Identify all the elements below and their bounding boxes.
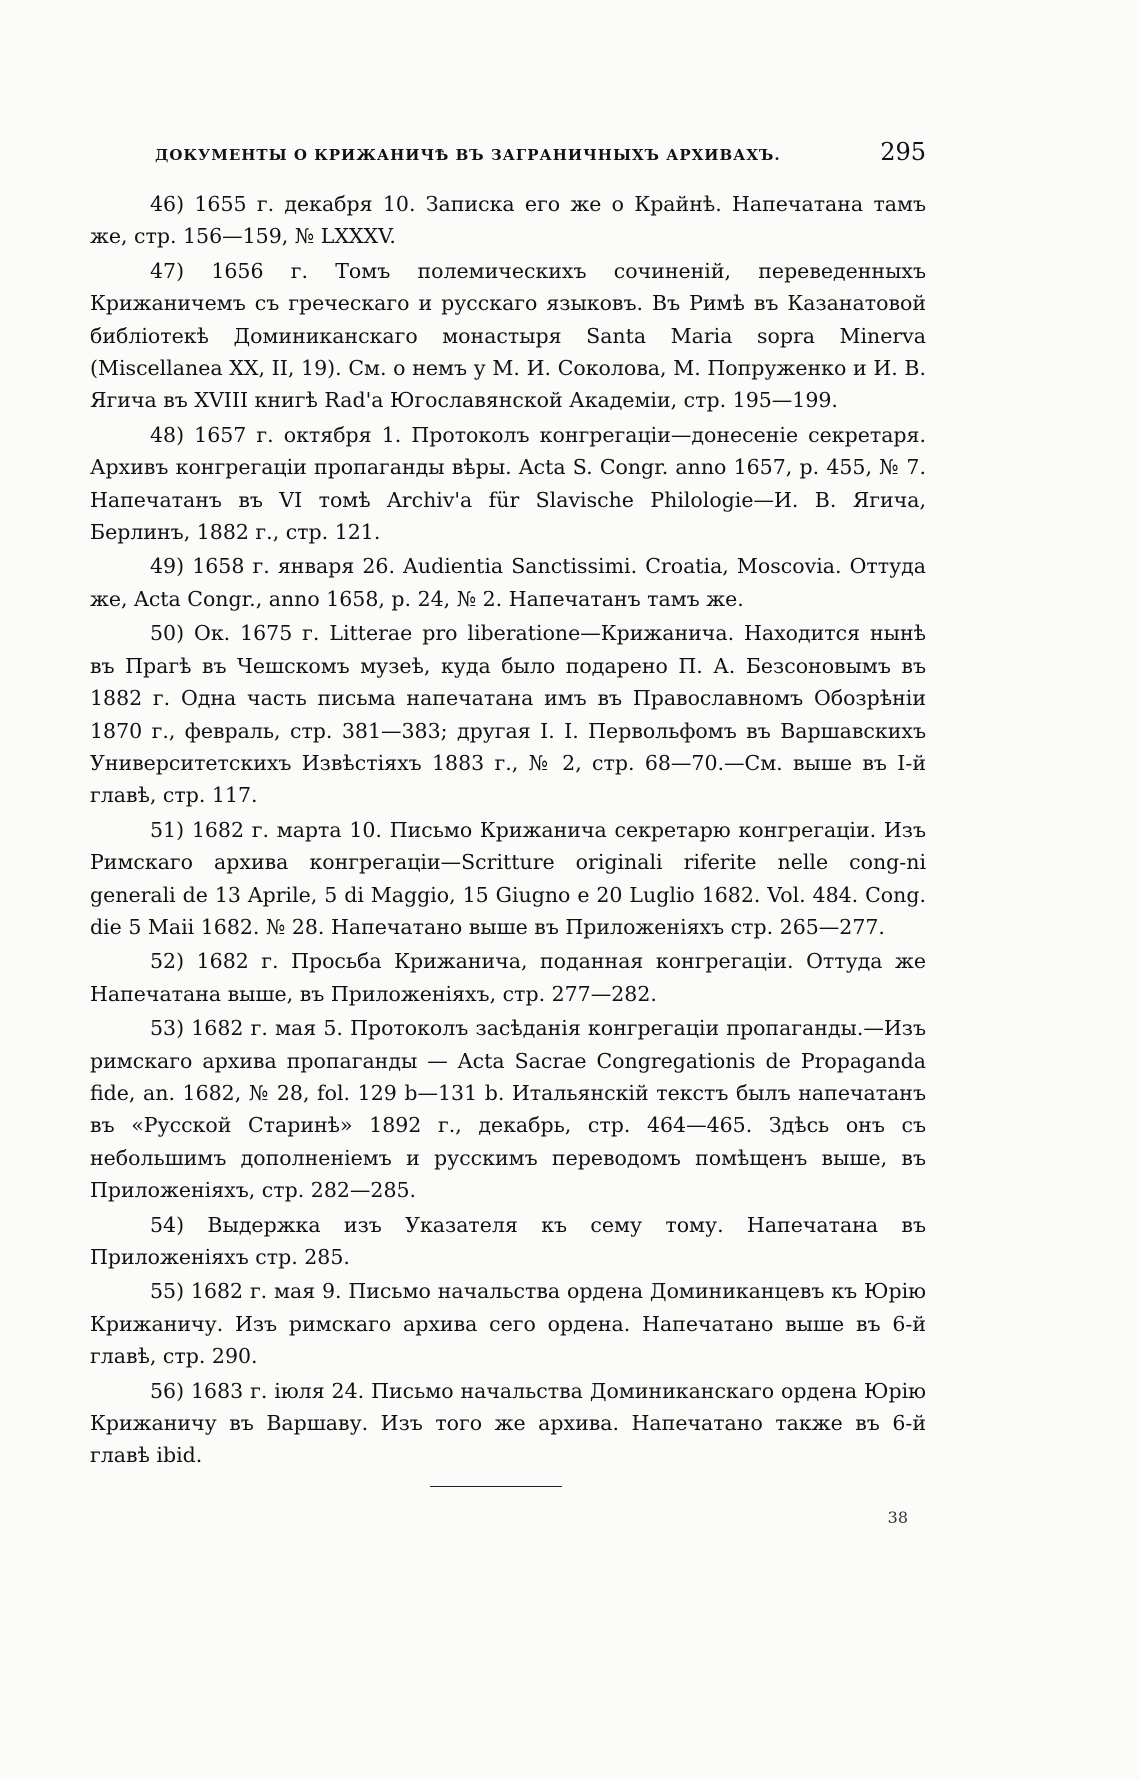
entry-56: 56) 1683 г. іюля 24. Письмо начальства Доминиканскаго ордена Юрію Крижаничу въ Варшаву. Изъ того же архива. Напечатано также въ 6-й главѣ ibid. — [90, 1378, 926, 1468]
page-body — [90, 138, 926, 1487]
signature-mark: 38 — [887, 1508, 908, 1527]
entry-46: 46) 1655 г. декабря 10. Записка его же о Крайнѣ. Напечатана тамъ же, стр. 156—159, № LXXXV. — [90, 192, 926, 249]
page-header — [90, 138, 926, 166]
entry-55: 55) 1682 г. мая 9. Письмо начальства ордена Доминиканцевъ къ Юрію Крижаничу. Изъ римскаго архива сего ордена. Напечатано выше въ 6-й главѣ, стр. 290. — [90, 1279, 926, 1369]
entry-49: 49) 1658 г. января 26. Audientia Sanctissimi. Croatia, Moscovia. Оттуда же, Acta Congr., anno 1658, p. 24, № 2. Напечатанъ тамъ же. — [90, 554, 926, 611]
entry-54: 54) Выдержка изъ Указателя къ сему тому. Напечатана въ Приложеніяхъ стр. 285. — [90, 1212, 926, 1269]
entry-50: 50) Ок. 1675 г. Litterae pro liberatione—Крижанича. Находится нынѣ въ Прагѣ въ Чешскомъ музеѣ, куда было подарено П. А. Безсоновымъ въ 1882 г. Одна часть письма напечатана имъ въ Православномъ Обозрѣніи 1870 г., февраль, стр. 381—383; другая I. I. Первольфомъ въ Варшавскихъ Университетскихъ Извѣстіяхъ 1883 г., № 2, стр. 68—70.—См. выше въ I-й главѣ, стр. 117. — [90, 621, 926, 808]
entry-47: 47) 1656 г. Томъ полемическихъ сочиненій, переведенныхъ Крижаничемъ съ греческаго и русскаго языковъ. Въ Римѣ въ Казанатовой библіотекѣ Доминиканскаго монастыря Santa Maria sopra Minerva (Miscellanea XX, II, 19). См. о немъ у М. И. Соколова, М. Попруженко и И. В. Ягича въ XVIII книгѣ Rad'а Югославянской Академіи, стр. 195—199. — [90, 258, 926, 413]
running-title: ДОКУМЕНТЫ О КРИЖАНИЧѢ ВЪ ЗАГРАНИЧНЫХЪ АРХИВАХЪ. — [155, 146, 781, 164]
entry-51: 51) 1682 г. марта 10. Письмо Крижанича секретарю конгрегаціи. Изъ Римскаго архива конгрегаціи—Scritture originali riferite nelle cong-ni generali de 13 Aprile, 5 di Maggio, 15 Giugno e 20 Luglio 1682. Vol. 484. Cong. die 5 Maii 1682. № 28. Напечатано выше въ Приложеніяхъ стр. 265—277. — [90, 817, 926, 939]
entry-48: 48) 1657 г. октября 1. Протоколъ конгрегаціи—донесеніе секретаря. Архивъ конгрегаціи пропаганды вѣры. Acta S. Congr. anno 1657, p. 455, № 7. Напечатанъ въ VI томѣ Archiv'a für Slavische Philologie—И. В. Ягича, Берлинъ, 1882 г., стр. 121. — [90, 422, 926, 545]
entry-52: 52) 1682 г. Просьба Крижанича, поданная конгрегаціи. Оттуда же Напечатана выше, въ Приложеніяхъ, стр. 277—282. — [90, 949, 926, 1006]
entry-53: 53) 1682 г. мая 5. Протоколъ засѣданія конгрегаціи пропаганды.—Изъ римскаго архива пропаганды — Acta Sacrae Congregationis de Propaganda fide, an. 1682, № 28, fol. 129 b—131 b. Итальянскій текстъ былъ напечатанъ въ «Русской Старинѣ» 1892 г., декабрь, стр. 464—465. Здѣсь онъ съ небольшимъ дополненіемъ и русскимъ переводомъ помѣщенъ выше, въ Приложеніяхъ, стр. 282—285. — [90, 1016, 926, 1203]
section-end-rule — [430, 1486, 562, 1487]
page-number: 295 — [880, 138, 926, 166]
